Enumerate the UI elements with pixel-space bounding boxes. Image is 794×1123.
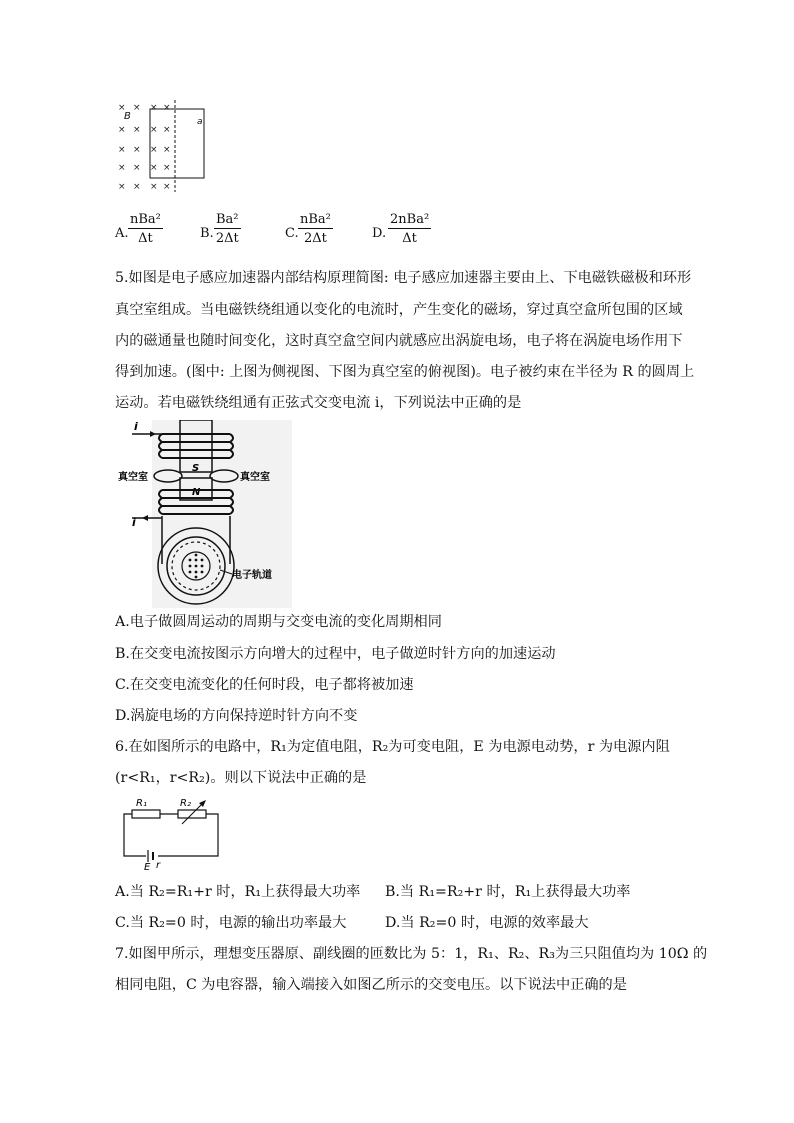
q4-option-b-fraction[interactable]: $\frac{\text{Ba²}}{2\Delta t}$ <box>215 212 239 246</box>
q5-option-b[interactable]: B.在交变电流按图示方向增大的过程中，电子做逆时针方向的加速运动 <box>115 646 556 662</box>
q4-option-a-fraction[interactable]: nBa² Δt <box>130 212 161 246</box>
q6-circuit-figure <box>118 794 224 870</box>
q4-option-c-letter[interactable]: C. <box>285 226 299 241</box>
pole-n-label: N <box>192 487 201 498</box>
q6-line-2: (r<R₁，r<R₂)。则以下说法中正确的是 <box>115 770 367 786</box>
svg-text:×: × <box>163 182 171 192</box>
q4-option-a-letter[interactable]: A. <box>115 226 129 241</box>
svg-text:×: × <box>133 125 141 135</box>
q4-field-figure <box>112 96 216 192</box>
svg-text:×: × <box>133 163 141 173</box>
q6-option-a[interactable]: A.当 R₂=R₁+r 时，R₁上获得最大功率 <box>115 884 361 900</box>
field-label-b: B <box>124 111 131 122</box>
q6-option-d[interactable]: D.当 R₂=0 时，电源的效率最大 <box>385 915 589 931</box>
vacuum-label-right: 真空室 <box>240 472 270 483</box>
resistor-r1 <box>132 810 160 818</box>
q7-line-2: 相同电阻，C 为电容器，输入端接入如图乙所示的交变电压。以下说法中正确的是 <box>115 977 627 993</box>
svg-text:×: × <box>118 103 126 113</box>
q5-option-d[interactable]: D.涡旋电场的方向保持逆时针方向不变 <box>115 708 358 724</box>
q6-option-b[interactable]: B.当 R₁=R₂+r 时，R₁上获得最大功率 <box>385 884 631 900</box>
q5-line-5: 运动。若电磁铁绕组通有正弦式交变电流 i，下列说法中正确的是 <box>115 395 522 411</box>
svg-text:×: × <box>118 125 126 135</box>
svg-text:×: × <box>133 103 141 113</box>
q5-accelerator-figure <box>112 420 292 608</box>
svg-text:×: × <box>118 145 126 155</box>
q5-option-c[interactable]: C.在交变电流变化的任何时段，电子都将被加速 <box>115 677 414 693</box>
svg-text:×: × <box>150 145 158 155</box>
emf-label: E <box>144 862 151 870</box>
svg-text:×: × <box>150 125 158 135</box>
q7-line-1: 7.如图甲所示，理想变压器原、副线圈的匝数比为 5：1，R₁、R₂、R₃为三只阻值均为 10Ω 的 <box>115 946 708 962</box>
svg-text:×: × <box>150 163 158 173</box>
orbit-label: 电子轨道 <box>232 570 272 581</box>
svg-text:×: × <box>118 163 126 173</box>
side-label-a: a <box>197 117 203 127</box>
q4-option-b-letter[interactable]: B. <box>200 226 214 241</box>
square-loop <box>150 109 204 178</box>
q4-option-d-letter[interactable]: D. <box>372 226 387 241</box>
q5-line-4: 得到加速。(图中: 上图为侧视图、下图为真空室的俯视图)。电子被约束在半径为 R 的圆周上 <box>115 364 695 380</box>
current-label-bottom: i <box>132 516 136 529</box>
q6-option-c[interactable]: C.当 R₂=0 时，电源的输出功率最大 <box>115 915 347 931</box>
q5-option-a[interactable]: A.电子做圆周运动的周期与交变电流的变化周期相同 <box>115 614 442 630</box>
q5-line-1: 5.如图是电子感应加速器内部结构原理简图: 电子感应加速器主要由上、下电磁铁磁极和环形 <box>115 270 692 286</box>
r1-label: R₁ <box>136 798 147 809</box>
svg-text:×: × <box>150 182 158 192</box>
q4-option-d-fraction[interactable]: 2nBa² Δt <box>390 212 430 246</box>
r2-label: R₂ <box>180 798 191 809</box>
q5-line-2: 真空室组成。当电磁铁绕组通以变化的电流时，产生变化的磁场，穿过真空盒所包围的区域 <box>115 302 683 318</box>
pole-s-label: S <box>192 463 200 474</box>
svg-text:×: × <box>150 103 158 113</box>
svg-text:×: × <box>163 125 171 135</box>
circuit-wires <box>124 814 218 856</box>
svg-text:×: × <box>163 103 171 113</box>
q5-line-3: 内的磁通量也随时间变化，这时真空盒空间内就感应出涡旋电场，电子将在涡旋电场作用下 <box>115 333 683 349</box>
svg-text:×: × <box>133 145 141 155</box>
svg-text:×: × <box>163 145 171 155</box>
vacuum-label-left: 真空室 <box>118 472 148 483</box>
lower-current-arrow <box>142 515 148 521</box>
q6-line-1: 6.在如图所示的电路中，R₁为定值电阻，R₂为可变电阻，E 为电源电动势，r 为电源内阻 <box>115 739 670 755</box>
svg-text:×: × <box>118 182 126 192</box>
svg-text:×: × <box>133 182 141 192</box>
current-label-top: i <box>134 420 138 433</box>
internal-resistance-label: r <box>156 860 161 870</box>
svg-text:×: × <box>163 163 171 173</box>
q4-option-c-fraction[interactable]: nBa² 2Δt <box>300 212 331 246</box>
